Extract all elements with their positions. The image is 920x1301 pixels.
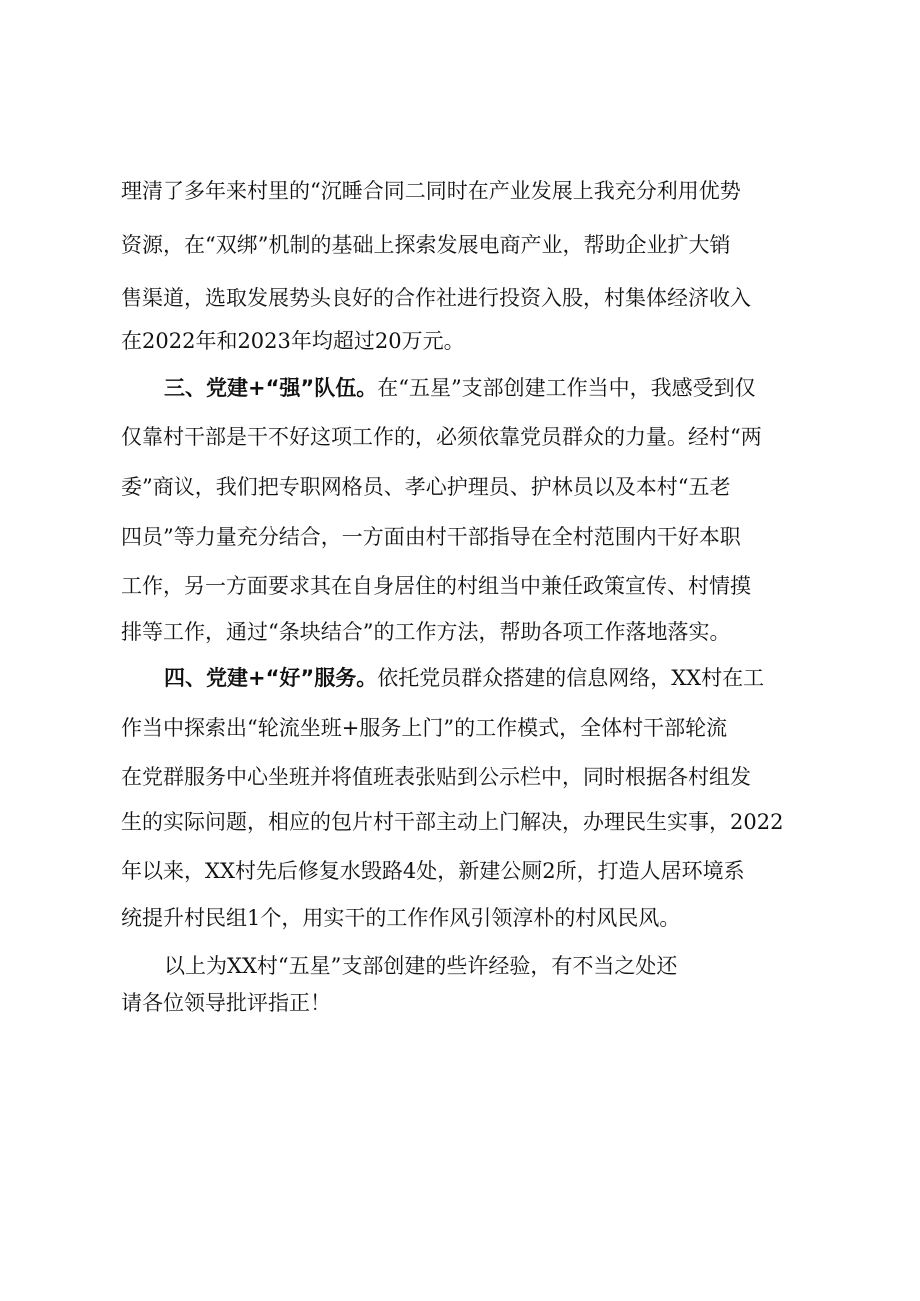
paragraph-line: 委”商议，我们把专职网格员、孝心护理员、护林员以及本村“五老: [121, 475, 731, 499]
section-4-heading: 四、党建+“好”服务。: [164, 666, 378, 690]
section-4-first-line: [164, 664, 764, 692]
closing-line: 请各位领导批评指正！: [121, 991, 331, 1015]
paragraph-line: 工作，另一方面要求其在自身居住的村组当中兼任政策宣传、村情摸: [121, 574, 751, 598]
paragraph-line: 仅靠村干部是干不好这项工作的，必须依靠党员群众的力量。经村“两: [121, 425, 762, 449]
paragraph-line: 在党群服务中心坐班并将值班表张贴到公示栏中，同时根据各村组发: [121, 765, 751, 789]
paragraph-line: 在2022年和2023年均超过20万元。: [121, 329, 465, 353]
paragraph-line: 资源，在“双绑”机制的基础上探索发展电商产业，帮助企业扩大销: [121, 233, 731, 257]
paragraph-line: 统提升村民组1个，用实干的工作作风引领淳朴的村风民风。: [121, 906, 681, 930]
paragraph-line: 售渠道，选取发展势头良好的合作社进行投资入股，村集体经济收入: [121, 286, 751, 310]
paragraph-line: 理清了多年来村里的“沉睡合同二同时在产业发展上我充分利用优势: [121, 179, 741, 203]
section-3-first-line: [164, 374, 756, 402]
paragraph-line: 四员”等力量充分结合，一方面由村干部指导在全村范围内干好本职: [121, 525, 741, 549]
closing-line: 以上为XX村“五星”支部创建的些许经验，有不当之处还: [164, 954, 678, 978]
section-3-text: 在“五星”支部创建工作当中，我感受到仅: [377, 376, 756, 400]
section-3-heading: 三、党建+“强”队伍。: [164, 376, 378, 400]
section-4-text: 依托党员群众搭建的信息网络，XX村在工: [377, 666, 765, 690]
paragraph-line: 排等工作，通过“条块结合”的工作方法，帮助各项工作落地落实。: [121, 620, 731, 644]
paragraph-line: 年以来，XX村先后修复水毁路4处，新建公厕2所，打造人居环境系: [121, 859, 745, 883]
paragraph-line: 生的实际问题，相应的包片村干部主动上门解决，办理民生实事，2022: [121, 810, 784, 834]
paragraph-line: 作当中探索出“轮流坐班+服务上门”的工作模式，全体村干部轮流: [121, 716, 728, 740]
